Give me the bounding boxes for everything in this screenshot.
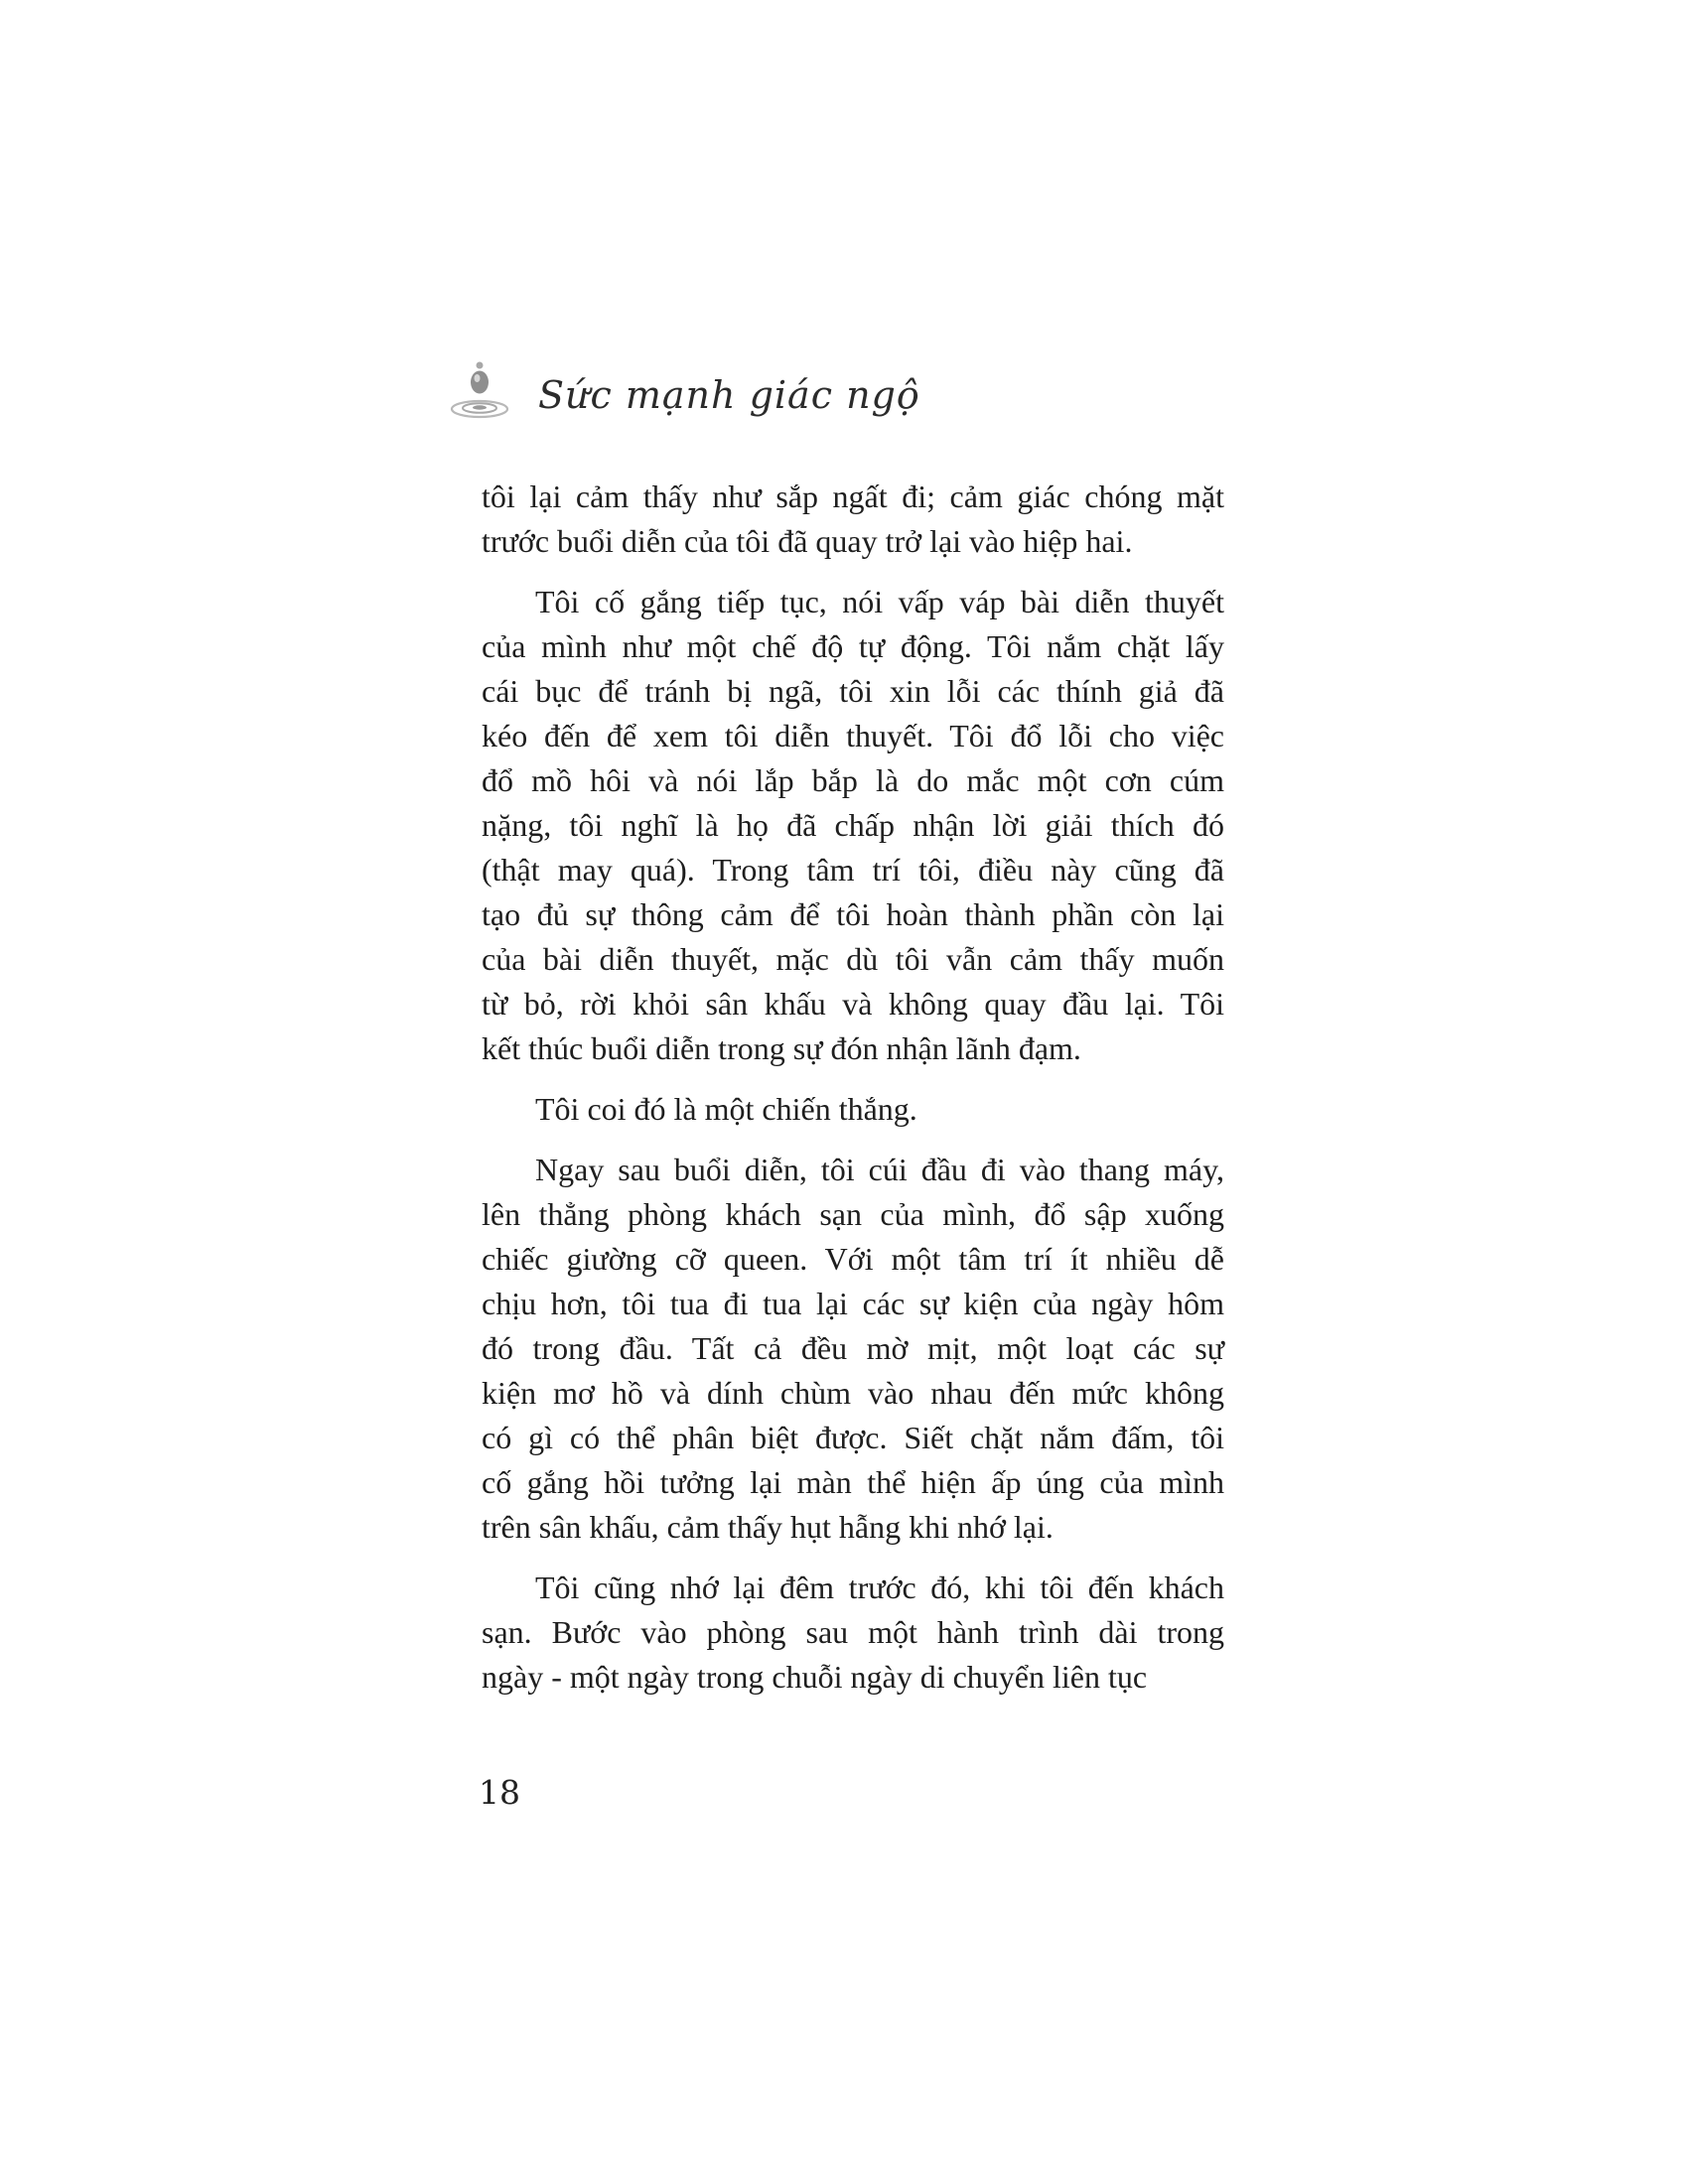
text-line: đổ mồ hôi và nói lắp bắp là do mắc một cơn cúm <box>482 762 1224 798</box>
text-line: kết thúc buổi diễn trong sự đón nhận lãnh đạm. <box>482 1030 1081 1066</box>
text-line: Ngay sau buổi diễn, tôi cúi đầu đi vào thang máy, <box>535 1152 1224 1187</box>
text-line: Tôi coi đó là một chiến thắng. <box>535 1091 917 1127</box>
text-line: cố gắng hồi tưởng lại màn thể hiện ấp úng của mình <box>482 1464 1224 1500</box>
text-line: nặng, tôi nghĩ là họ đã chấp nhận lời giải thích đó <box>482 807 1224 843</box>
text-line: của bài diễn thuyết, mặc dù tôi vẫn cảm thấy muốn <box>482 941 1224 977</box>
paragraph <box>482 580 1224 1071</box>
paragraph <box>482 1087 1224 1132</box>
text-line: của mình như một chế độ tự động. Tôi nắm chặt lấy <box>482 628 1224 664</box>
text-line: lên thẳng phòng khách sạn của mình, đổ sập xuống <box>482 1196 1224 1232</box>
text-line: đó trong đầu. Tất cả đều mờ mịt, một loạt các sự <box>482 1330 1224 1366</box>
chapter-title: Sức mạnh giác ngộ <box>538 373 920 417</box>
text-line: kiện mơ hồ và dính chùm vào nhau đến mức không <box>482 1375 1224 1411</box>
paragraph <box>482 1148 1224 1550</box>
text-line: tôi lại cảm thấy như sắp ngất đi; cảm giác chóng mặt <box>482 478 1224 514</box>
text-line: chiếc giường cỡ queen. Với một tâm trí ít nhiều dễ <box>482 1241 1224 1277</box>
text-line: cái bục để tránh bị ngã, tôi xin lỗi các thính giả đã <box>482 673 1224 709</box>
paragraph <box>482 1566 1224 1700</box>
page-number: 18 <box>479 1773 520 1812</box>
text-line: chịu hơn, tôi tua đi tua lại các sự kiện của ngày hôm <box>482 1286 1224 1321</box>
paragraph <box>482 475 1224 564</box>
water-drop-ripple-icon <box>449 359 510 423</box>
text-line: sạn. Bước vào phòng sau một hành trình dài trong <box>482 1614 1224 1650</box>
text-line: trước buổi diễn của tôi đã quay trở lại vào hiệp hai. <box>482 523 1133 559</box>
text-line: ngày - một ngày trong chuỗi ngày di chuyển liên tục <box>482 1659 1148 1695</box>
text-line: có gì có thể phân biệt được. Siết chặt nắm đấm, tôi <box>482 1420 1224 1455</box>
text-line: từ bỏ, rời khỏi sân khấu và không quay đầu lại. Tôi <box>482 986 1224 1022</box>
text-line: tạo đủ sự thông cảm để tôi hoàn thành phần còn lại <box>482 896 1224 932</box>
text-line: kéo đến để xem tôi diễn thuyết. Tôi đổ lỗi cho việc <box>482 718 1224 753</box>
text-line: trên sân khấu, cảm thấy hụt hẫng khi nhớ lại. <box>482 1509 1054 1545</box>
text-line: (thật may quá). Trong tâm trí tôi, điều này cũng đã <box>482 852 1224 887</box>
text-block <box>482 475 1224 1700</box>
text-line: Tôi cũng nhớ lại đêm trước đó, khi tôi đến khách <box>535 1570 1224 1605</box>
text-line: Tôi cố gắng tiếp tục, nói vấp váp bài diễn thuyết <box>535 584 1224 619</box>
running-header <box>449 359 920 423</box>
